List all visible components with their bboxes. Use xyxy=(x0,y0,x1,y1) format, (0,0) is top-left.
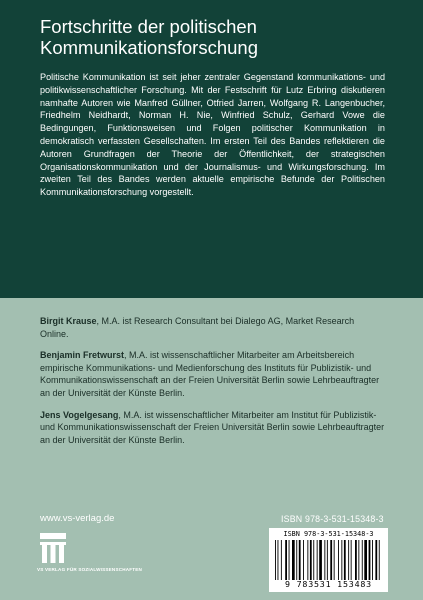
book-title-line-2: Kommunikationsforschung xyxy=(40,37,258,58)
author-bio xyxy=(40,349,385,399)
top-panel xyxy=(0,0,423,298)
author-name: Benjamin Fretwurst xyxy=(40,350,125,361)
author-name: Jens Vogelgesang xyxy=(40,409,119,420)
author-description: , M.A. ist Research Consultant bei Dialego AG, Market Research Online. xyxy=(40,316,355,339)
barcode xyxy=(269,528,388,592)
barcode-digits: 9 783531 153483 xyxy=(285,579,372,589)
publisher-website: www.vs-verlag.de xyxy=(40,513,115,524)
author-description: , M.A. ist wissenschaftlicher Mitarbeiter am Arbeitsbereich empirische Kommunikations- und Medienforschung des Instituts für Publizistik- und Kommunikationswissenschaft an der Freien Universität Berlin sowie Lehrbeauftragter an der Universität der Künste Berlin. xyxy=(40,350,380,398)
barcode-bars-icon xyxy=(269,540,388,580)
publisher-name: VS VERLAG FÜR SOZIALWISSENSCHAFTEN xyxy=(37,567,143,572)
author-bios xyxy=(40,315,385,455)
author-bio xyxy=(40,409,385,447)
book-title-line-1: Fortschritte der politischen xyxy=(40,16,257,37)
author-name: Birgit Krause xyxy=(40,316,97,326)
author-description: , M.A. ist wissenschaftlicher Mitarbeiter am Institut für Publizistik- und Kommunikationswissenschaft der Freien Universität Berlin sowie Lehrbeauftragter an der Universität der Künste Berlin. xyxy=(40,409,385,445)
publisher-logo-icon xyxy=(40,533,66,563)
isbn-number: ISBN 978-3-531-15348-3 xyxy=(281,514,384,524)
book-description: Politische Kommunikation ist seit jeher zentraler Gegenstand kommunikations- und politikwissenschaftlicher Forschung. Mit der Festschrift für Lutz Erbring diskutieren namhafte Autoren wie Manfred Güllner, Otfried Jarren, Wolfgang R. Langenbucher, Friedhelm Neidhardt, Norman H. Nie, Winfried Schulz, Gerhard Vowe die Bedingungen, Funktionsweisen und Folgen politischer Kommunikation in demokratisch verfassten Gesellschaften. Im ersten Teil des Bandes reflektieren die Autoren Grundfragen der Theorie der Öffentlichkeit, der strategischen Organisationskommunikation und der Journalismus- und Wirkungsforschung. Im zweiten Teil des Bandes werden aktuelle empirische Befunde der Politischen Kommunikationsforschung vorgestellt. xyxy=(40,72,385,198)
author-bio xyxy=(40,315,385,340)
book-title xyxy=(40,16,400,58)
barcode-isbn-label: ISBN 978-3-531-15348-3 xyxy=(283,530,374,538)
